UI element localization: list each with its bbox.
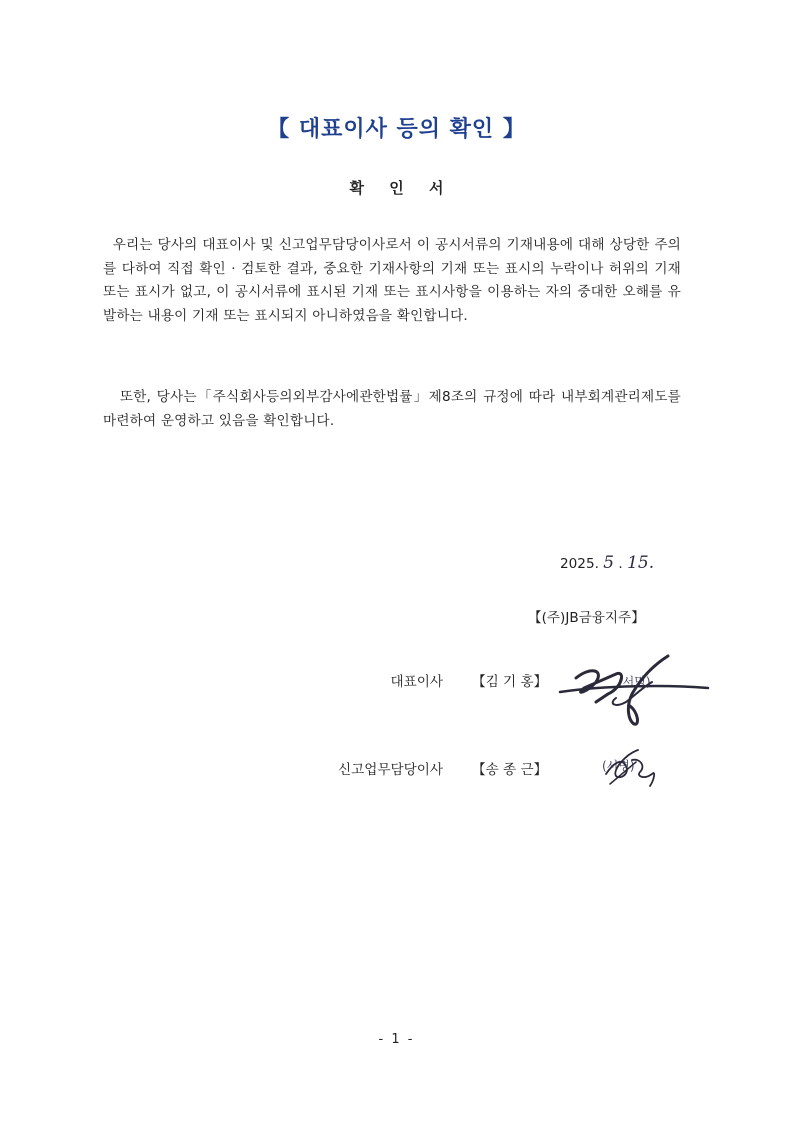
page-title: 【 대표이사 등의 확인 】 [267,117,526,142]
signatory-role: 대표이사 [390,674,443,690]
director-signature-image [596,740,666,790]
signatory-name: 【송 종 근】 [472,762,548,778]
ceo-seal-label: (서명) [618,675,651,689]
date-year: 2025. [560,556,599,572]
internal-control-paragraph: 또한, 당사는「주식회사등의외부감사에관한법률」제8조의 규정에 따라 내부회계관리제도를 마련하여 운영하고 있음을 확인합니다. [103,389,686,429]
date-day-handwritten: 15. [627,553,655,573]
signatory-role: 신고업무담당이사 [337,762,443,778]
company-name: 【(주)JB금융지주】 [528,610,645,626]
document-heading: 확 인 서 [349,179,454,197]
page-number: - 1 - [378,1032,415,1047]
date-month-handwritten: 5 [603,553,615,573]
signatory-name: 【김 기 홍】 [472,674,548,690]
date-line [560,553,654,573]
date-separator: . [618,556,623,572]
director-seal-label: (서명) [602,759,635,773]
confirmation-paragraph: 우리는 당사의 대표이사 및 신고업무담당이사로서 이 공시서류의 기재내용에 대해 상당한 주의를 다하여 직접 확인 · 검토한 결과, 중요한 기재사항의 기재 또는 표시의 누락이나 허위의 기재 또는 표시가 없고, 이 공시서류에 표시된 기재 또는 표시사항을 이용하는 자의 중대한 오해를 유발하는 내용이 기재 또는 표시되지 아니하였음을 확인합니다. [103,237,686,324]
ceo-signature-image [556,648,716,728]
